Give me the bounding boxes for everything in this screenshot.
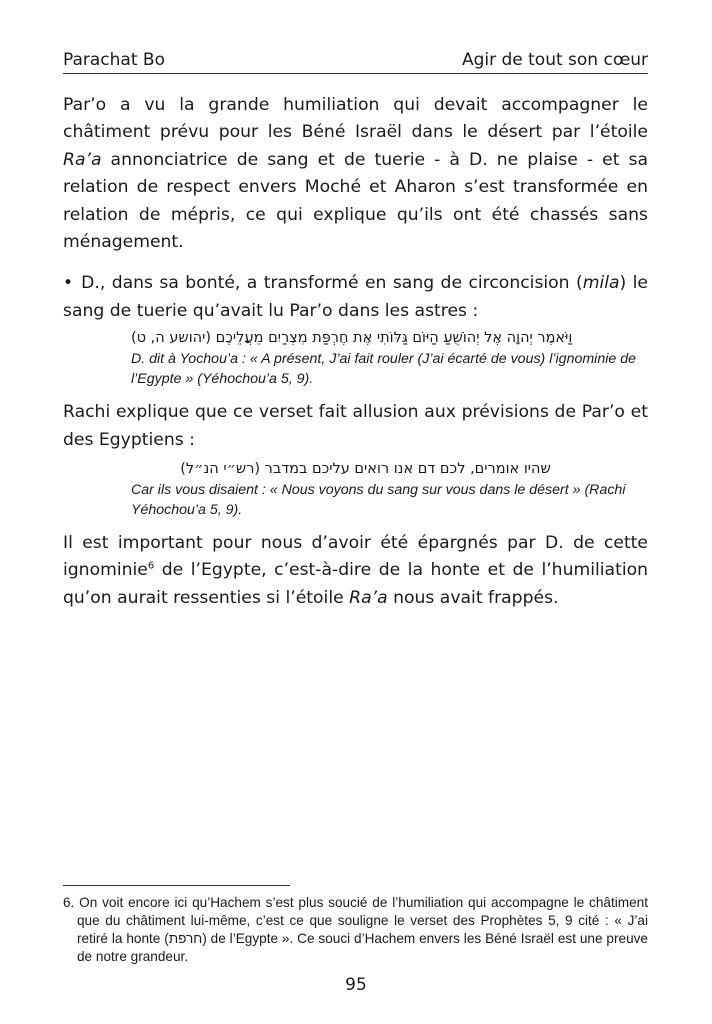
- quote-block-2: [131, 458, 640, 520]
- emphasis: mila: [582, 273, 620, 294]
- verse-translation: D. dit à Yochou’a : « A présent, J’ai fait rouler (J’ai écarté de vous) l’ignominie de l’Egypte » (Yéhochou’a 5, 9).: [131, 351, 636, 388]
- footnote-6: 6. On voit encore ici qu’Hachem s’est plus soucié de l’humiliation qui accompagne le châtiment que du châtiment lui-même, c’est ce que souligne le verset des Prophètes 5, 9 cité : « J’ai retiré la honte (חרפת) de l’Egypte ». Ce souci d’Hachem envers les Béné Israël est une preuve de notre grandeur.: [63, 895, 648, 964]
- text: annonciatrice de sang et de tuerie - à D. ne plaise - et sa relation de respect envers Moché et Aharon s’est transformée en relation de mépris, ce qui explique qu’ils ont été chassés sans ménagement.: [63, 149, 648, 253]
- text: de l’Egypte, c’est-à-dire de la honte et de l’humiliation qu’on aurait ressenties si l’étoile: [63, 560, 648, 608]
- paragraph-1: [63, 92, 648, 256]
- quote-block-1: [131, 327, 640, 389]
- bullet-paragraph: [63, 270, 648, 325]
- page-body: [63, 92, 648, 612]
- paragraph-3: [63, 530, 648, 612]
- bullet-icon: •: [63, 273, 74, 294]
- text: Par’o a vu la grande humiliation qui devait accompagner le châtiment prévu pour les Béné Israël dans le désert par l’étoile: [63, 95, 648, 143]
- paragraph-2: Rachi explique que ce verset fait allusion aux prévisions de Par’o et des Egyptiens :: [63, 402, 648, 450]
- header-parasha: Parachat Bo: [63, 50, 165, 70]
- hebrew-verse: וַיֹּאמֶר יְהוָה אֶל יְהוֹשֻׁעַ הַיּוֹם גַּלּוֹתִי אֶת חֶרְפַּת מִצְרַיִם מֵעֲלֵיכֶם (יהושע ה, ט): [131, 330, 573, 347]
- text: D., dans sa bonté, a transformé en sang de circoncision (: [81, 273, 583, 294]
- header-chapter-title: Agir de tout son cœur: [461, 50, 648, 70]
- footnote-divider: [63, 885, 290, 886]
- rashi-translation: Car ils vous disaient : « Nous voyons du sang sur vous dans le désert » (Rachi Yéhochou’a 5, 9).: [131, 482, 626, 519]
- emphasis: Ra’a: [63, 149, 102, 170]
- text: ) le sang de tuerie qu’avait lu Par’o dans les astres :: [63, 273, 648, 321]
- emphasis: Ra’a: [349, 587, 388, 608]
- running-header: [63, 46, 648, 74]
- text: nous avait frappés.: [387, 587, 559, 608]
- text: Il est important pour nous d’avoir été épargnés par D. de cette ignominie: [63, 533, 648, 581]
- page-number: 95: [345, 975, 367, 995]
- hebrew-rashi: שהיו אומרים, לכם דם אנו רואים עליכם במדבר (רש״י הנ״ל): [180, 461, 551, 478]
- footnote-ref[interactable]: 6: [147, 560, 155, 572]
